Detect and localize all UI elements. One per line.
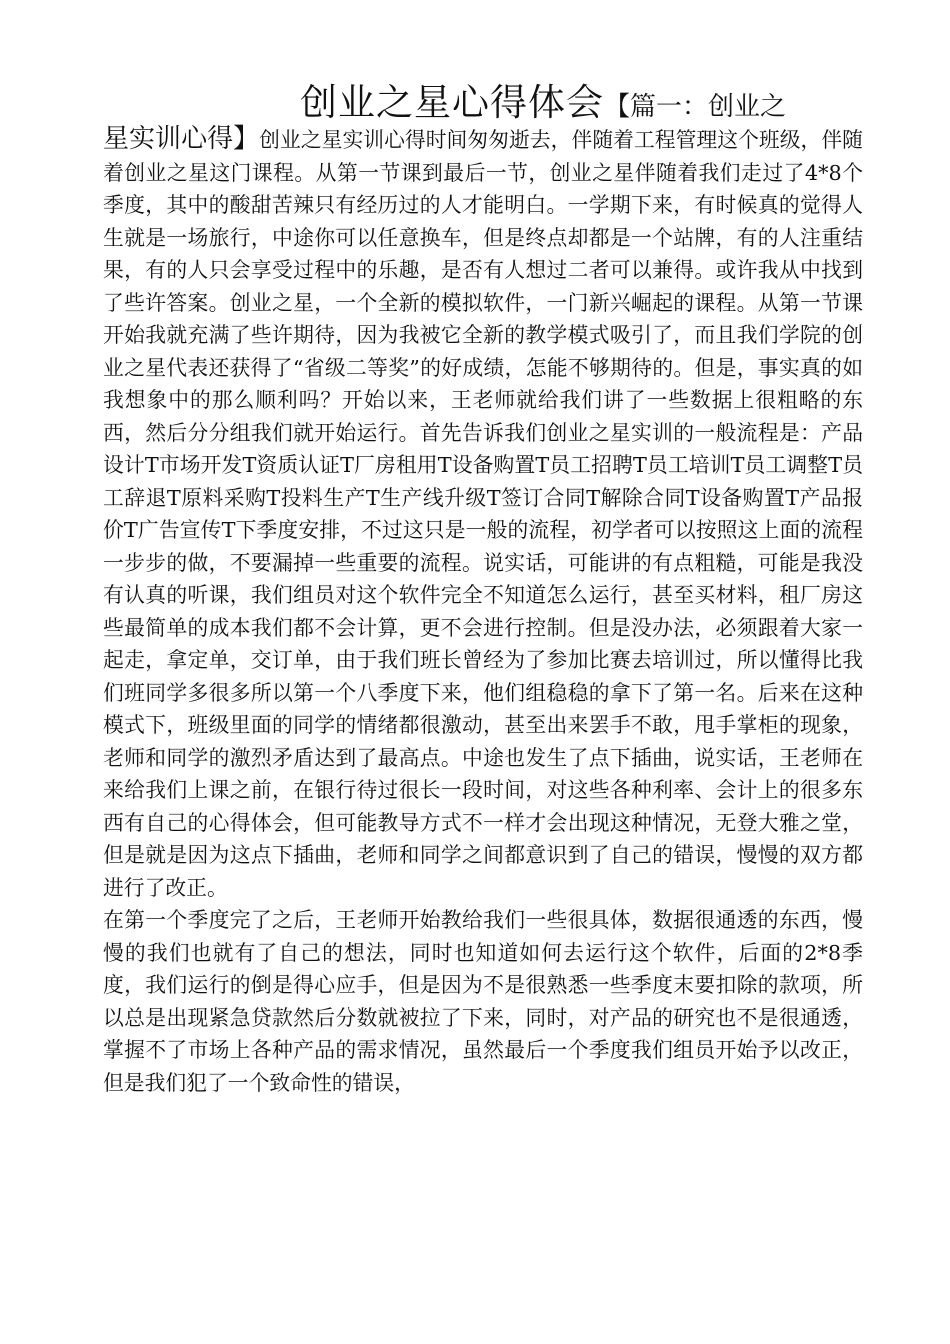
- paragraph-1: 创业之星实训心得时间匆匆逝去，伴随着工程管理这个班级，伴随着创业之星这门课程。从第一节课到最后一节，创业之星伴随着我们走过了4*8个季度，其中的酸甜苦辣只有经历过的人才能明白。一学期下来，有时候真的觉得人生就是一场旅行，中途你可以任意换车，但是终点却都是一个站牌，有的人注重结果，有的人只会享受过程中的乐趣，是否有人想过二者可以兼得。或许我从中找到了些许答案。创业之星，一个全新的模拟软件，一门新兴崛起的课程。从第一节课开始我就充满了些许期待，因为我被它全新的教学模式吸引了，而且我们学院的创业之星代表还获得了“省级二等奖”的好成绩，怎能不够期待的。但是，事实真的如我想象中的那么顺利吗？开始以来，王老师就给我们讲了一些数据上很粗略的东西，然后分分组我们就开始运行。首先告诉我们创业之星实训的一般流程是：产品设计T市场开发T资质认证T厂房租用T设备购置T员工招聘T员工培训T员工调整T员工辞退T原料采购T投料生产T生产线升级T签订合同T解除合同T设备购置T产品报价T广告宣传T下季度安排，不过这只是一般的流程，初学者可以按照这上面的流程一步步的做，不要漏掉一些重要的流程。说实话，可能讲的有点粗糙，可能是我没有认真的听课，我们组员对这个软件完全不知道怎么运行，甚至买材料，租厂房这些最简单的成本我们都不会计算，更不会进行控制。但是没办法，必须跟着大家一起走，拿定单，交订单，由于我们班长曾经为了参加比赛去培训过，所以懂得比我们班同学多很多所以第一个八季度下来，他们组稳稳的拿下了第一名。后来在这种模式下，班级里面的同学的情绪都很激动，甚至出来罢手不敢，甩手掌柜的现象，老师和同学的激烈矛盾达到了最高点。中途也发生了点下插曲，说实话，王老师在来给我们上课之前，在银行待过很长一段时间，对这些各种利率、会计上的很多东西有自己的心得体会，但可能教导方式不一样才会出现这种情况，无登大雅之堂，但是就是因为这点下插曲，老师和同学之间都意识到了自己的错误，慢慢的双方都进行了改正。: [103, 128, 863, 900]
- paragraph-2: 在第一个季度完了之后，王老师开始教给我们一些很具体，数据很通透的东西，慢慢的我们也就有了自己的想法，同时也知道如何去运行这个软件，后面的2*8季度，我们运行的倒是得心应手，但是因为不是很熟悉一些季度末要扣除的款项，所以总是出现紧急贷款然后分数就被拉了下来，同时，对产品的研究也不是很通透，掌握不了市场上各种产品的需求情况，虽然最后一个季度我们组员开始予以改正，但是我们犯了一个致命性的错误，: [103, 908, 863, 1095]
- document-page: [103, 81, 863, 1099]
- title-block: [103, 81, 863, 904]
- document-subtitle-part2: 星实训心得】: [103, 124, 260, 154]
- document-title: 创业之星心得体会: [300, 81, 604, 124]
- document-subtitle-part1: 【篇一：创业之: [604, 92, 787, 122]
